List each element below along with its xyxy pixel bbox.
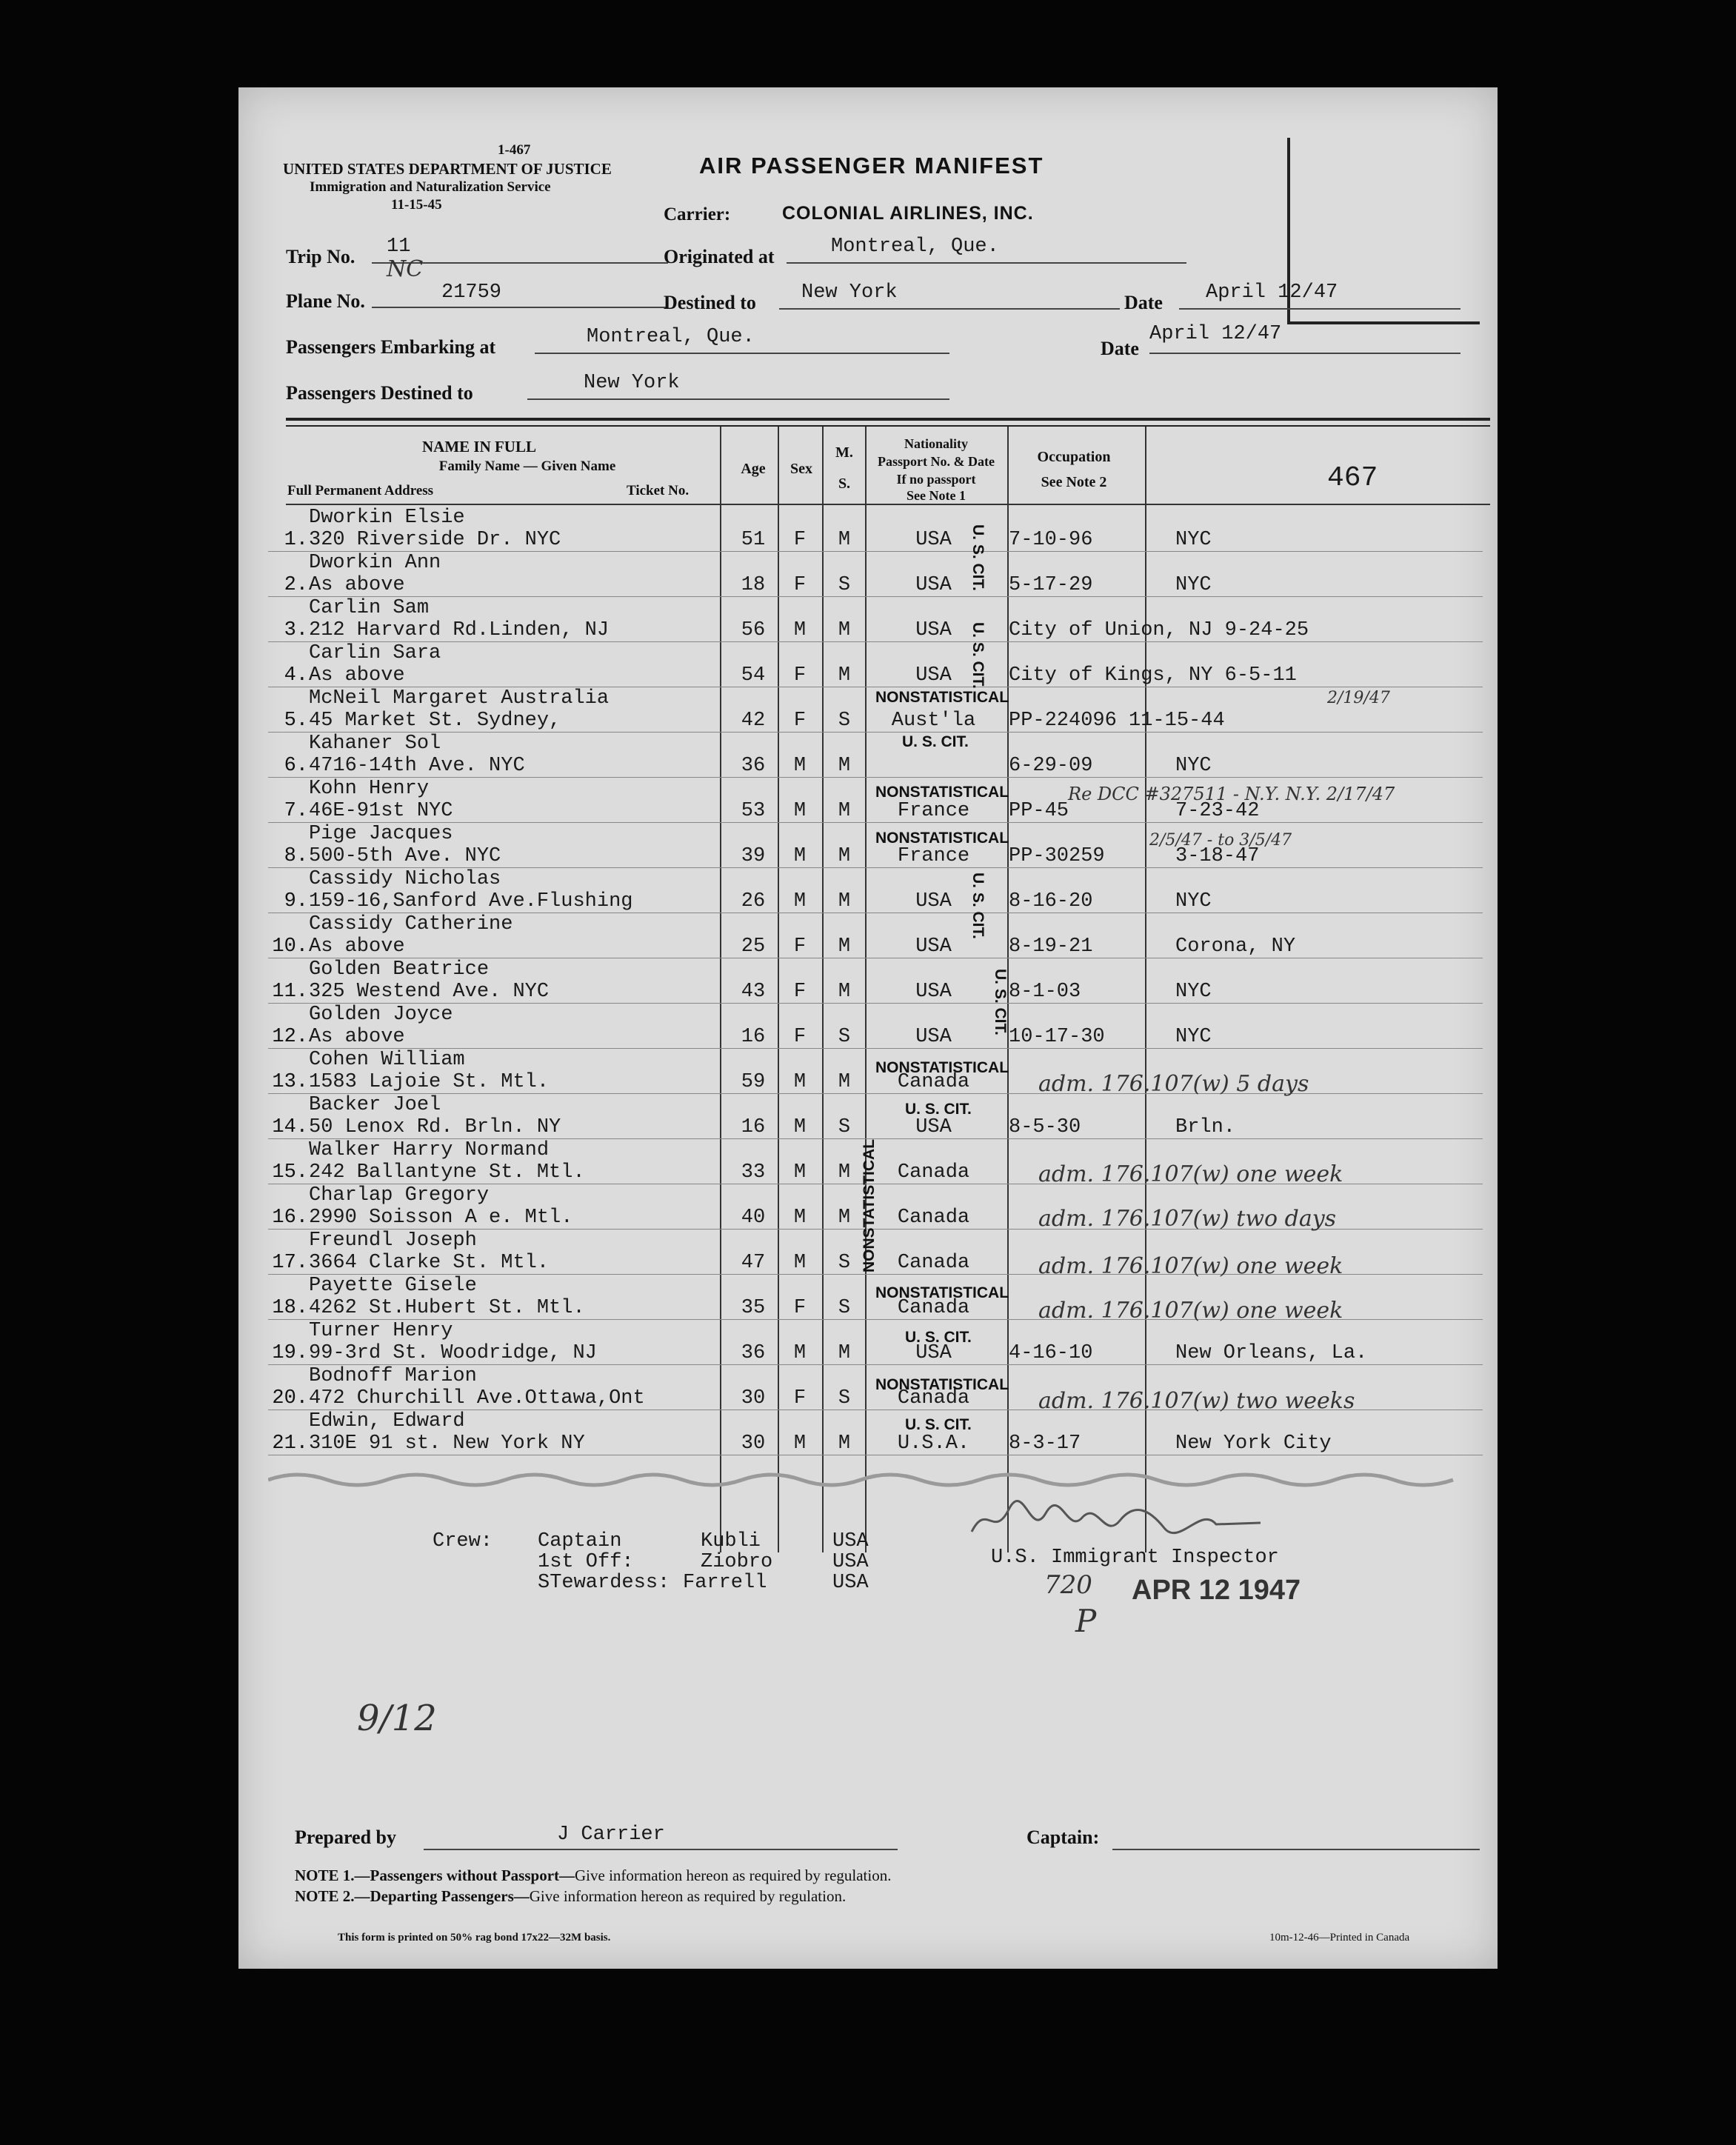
inspector-signature bbox=[964, 1495, 1275, 1554]
passenger-name: Bodnoff Marion bbox=[309, 1365, 477, 1387]
passenger-sex: M bbox=[793, 800, 807, 822]
col-age: Age bbox=[741, 461, 766, 477]
handwritten-note-16: adm. 176.107(w) two days bbox=[1038, 1206, 1337, 1232]
passenger-passport-or-birth: PP-45 bbox=[1009, 800, 1069, 822]
crew-nationality: USA bbox=[832, 1572, 869, 1594]
handwritten-note-15: adm. 176.107(w) one week bbox=[1038, 1161, 1343, 1187]
col-nationality: Nationality bbox=[904, 436, 968, 451]
passenger-address: 472 Churchill Ave.Ottawa,Ont bbox=[309, 1387, 645, 1410]
row-number: 8. bbox=[284, 845, 308, 867]
corner-bracket-base bbox=[1287, 321, 1480, 324]
row-number: 13. bbox=[272, 1071, 308, 1093]
plane-prefix: NC bbox=[387, 256, 424, 282]
passenger-marital-status: S bbox=[838, 1387, 851, 1410]
passenger-age: 39 bbox=[741, 845, 766, 867]
plane-number: 21759 bbox=[441, 281, 502, 304]
carrier-label: Carrier: bbox=[664, 204, 731, 224]
handwritten-note-7: Re DCC #327511 - N.Y. N.Y. 2/17/47 bbox=[1068, 784, 1395, 804]
passenger-passport-or-birth: 5-17-29 bbox=[1009, 574, 1093, 596]
passenger-occupation-or-place: NYC bbox=[1175, 529, 1212, 551]
passenger-row bbox=[238, 823, 1498, 868]
passenger-passport-or-birth: 7-10-96 bbox=[1009, 529, 1093, 551]
plane-label: Plane No. bbox=[286, 290, 365, 312]
passenger-age: 35 bbox=[741, 1297, 766, 1319]
passenger-name: Carlin Sam bbox=[309, 597, 430, 619]
crew-role: 1st Off: bbox=[538, 1551, 634, 1573]
service: Immigration and Naturalization Service bbox=[310, 179, 551, 195]
stamp-us-cit: U. S. CIT. bbox=[902, 733, 969, 750]
handwritten-note-8: 2/5/47 - to 3/5/47 bbox=[1149, 831, 1292, 850]
passenger-name: Payette Gisele bbox=[309, 1275, 477, 1297]
passenger-row bbox=[238, 687, 1498, 733]
stamp-nonstatistical: NONSTATISTICAL bbox=[875, 1059, 1009, 1076]
passenger-age: 18 bbox=[741, 574, 766, 596]
passenger-row bbox=[238, 958, 1498, 1004]
stamp-nonstatistical: NONSTATISTICAL bbox=[875, 689, 1009, 706]
crew-nationality: USA bbox=[832, 1551, 869, 1573]
stamp-nonstatistical: NONSTATISTICAL bbox=[875, 1376, 1009, 1393]
passenger-marital-status: M bbox=[838, 1432, 851, 1455]
passenger-age: 43 bbox=[741, 981, 766, 1003]
passenger-nationality: Canada bbox=[897, 1071, 970, 1093]
stamp-nonstatistical: NONSTATISTICAL bbox=[875, 784, 1009, 801]
passenger-row bbox=[238, 1320, 1498, 1365]
print-spec: This form is printed on 50% rag bond 17x22—32M basis. bbox=[338, 1932, 611, 1944]
col-note1: See Note 1 bbox=[907, 488, 966, 503]
crew-name: Farrell bbox=[683, 1572, 767, 1594]
col-name-sub: Family Name — Given Name bbox=[438, 458, 616, 474]
passenger-address: 1583 Lajoie St. Mtl. bbox=[309, 1071, 550, 1093]
passenger-sex: M bbox=[793, 1342, 807, 1364]
row-number: 9. bbox=[284, 890, 308, 913]
passenger-name: Turner Henry bbox=[309, 1320, 453, 1342]
row-number: 10. bbox=[272, 935, 308, 958]
captain-label: Captain: bbox=[1026, 1827, 1100, 1848]
handwritten-date: 9/12 bbox=[357, 1698, 437, 1739]
embarking-value: Montreal, Que. bbox=[587, 326, 755, 348]
passenger-name: Kahaner Sol bbox=[309, 733, 441, 755]
date-label: Date bbox=[1124, 292, 1163, 313]
passenger-name: Dworkin Elsie bbox=[309, 507, 465, 529]
passenger-sex: M bbox=[793, 1161, 807, 1184]
passenger-passport-or-birth: 8-19-21 bbox=[1009, 935, 1093, 958]
handwritten-note-13: adm. 176.107(w) 5 days bbox=[1038, 1071, 1309, 1097]
passenger-passport-or-birth: City of Kings, NY 6-5-11 bbox=[1009, 664, 1297, 687]
passenger-passport-or-birth: 4-16-10 bbox=[1009, 1342, 1093, 1364]
passenger-nationality: USA bbox=[915, 664, 952, 687]
col-note2: See Note 2 bbox=[1041, 474, 1107, 490]
stamp-us-cit-vertical: U. S. CIT. bbox=[969, 524, 986, 591]
passenger-address: 159-16,Sanford Ave.Flushing bbox=[309, 890, 633, 913]
passenger-nationality: Canada bbox=[897, 1387, 970, 1410]
col-address: Full Permanent Address bbox=[287, 483, 434, 498]
note-2: NOTE 2.—Departing Passengers—Give information hereon as required by regulation. bbox=[295, 1887, 847, 1905]
passenger-marital-status: S bbox=[838, 710, 851, 732]
passenger-row bbox=[238, 913, 1498, 958]
note-1: NOTE 1.—Passengers without Passport—Give information hereon as required by regulation. bbox=[295, 1867, 892, 1884]
col-ms-m: M. bbox=[835, 444, 853, 461]
originated-value: Montreal, Que. bbox=[831, 236, 999, 258]
col-sex: Sex bbox=[790, 461, 812, 477]
passenger-marital-status: M bbox=[838, 1071, 851, 1093]
passenger-name: Freundl Joseph bbox=[309, 1230, 477, 1252]
passenger-row bbox=[238, 642, 1498, 687]
embarking-label: Passengers Embarking at bbox=[286, 336, 496, 358]
page-number: 467 bbox=[1327, 462, 1378, 494]
passenger-sex: F bbox=[793, 574, 807, 596]
passenger-name: Cassidy Catherine bbox=[309, 913, 513, 935]
closing-wavy-line bbox=[268, 1462, 1483, 1492]
handwritten-note-18: adm. 176.107(w) one week bbox=[1038, 1298, 1343, 1324]
row-number: 5. bbox=[284, 710, 308, 732]
passenger-marital-status: S bbox=[838, 1297, 851, 1319]
passenger-nationality: USA bbox=[915, 1116, 952, 1138]
passenger-address: 4262 St.Hubert St. Mtl. bbox=[309, 1297, 585, 1319]
passenger-name: Cohen William bbox=[309, 1049, 465, 1071]
passenger-name: Pige Jacques bbox=[309, 823, 453, 845]
passenger-address: 242 Ballantyne St. Mtl. bbox=[309, 1161, 585, 1184]
passenger-age: 56 bbox=[741, 619, 766, 641]
row-number: 15. bbox=[272, 1161, 308, 1184]
passenger-name: Walker Harry Normand bbox=[309, 1139, 550, 1161]
page-title: AIR PASSENGER MANIFEST bbox=[699, 153, 1044, 179]
passenger-row bbox=[238, 507, 1498, 552]
passenger-sex: F bbox=[793, 1387, 807, 1410]
prepared-by-value: J Carrier bbox=[557, 1824, 665, 1846]
passenger-sex: M bbox=[793, 1207, 807, 1229]
passenger-nationality: Canada bbox=[897, 1297, 970, 1319]
passenger-nationality: Canada bbox=[897, 1207, 970, 1229]
passenger-sex: M bbox=[793, 1432, 807, 1455]
passenger-nationality: USA bbox=[915, 529, 952, 551]
passenger-sex: M bbox=[793, 890, 807, 913]
passenger-age: 26 bbox=[741, 890, 766, 913]
row-number: 2. bbox=[284, 574, 308, 596]
crew-role: Captain bbox=[538, 1530, 622, 1552]
manifest-form bbox=[238, 87, 1498, 1969]
passenger-sex: F bbox=[793, 1297, 807, 1319]
passenger-occupation-or-place: NYC bbox=[1175, 574, 1212, 596]
passenger-nationality: USA bbox=[915, 890, 952, 913]
passenger-nationality: USA bbox=[915, 981, 952, 1003]
stamp-nonstatistical: NONSTATISTICAL bbox=[875, 830, 1009, 847]
passenger-address: 320 Riverside Dr. NYC bbox=[309, 529, 561, 551]
stamp-us-cit: U. S. CIT. bbox=[905, 1101, 972, 1118]
passenger-sex: F bbox=[793, 981, 807, 1003]
passenger-sex: M bbox=[793, 845, 807, 867]
passenger-sex: F bbox=[793, 1026, 807, 1048]
crew-nationality: USA bbox=[832, 1530, 869, 1552]
passenger-marital-status: M bbox=[838, 981, 851, 1003]
row-number: 3. bbox=[284, 619, 308, 641]
passenger-passport-or-birth: City of Union, NJ 9-24-25 bbox=[1009, 619, 1309, 641]
passenger-row bbox=[238, 597, 1498, 642]
handwritten-note-5: 2/19/47 bbox=[1327, 689, 1390, 707]
row-number: 12. bbox=[272, 1026, 308, 1048]
row-number: 7. bbox=[284, 800, 308, 822]
row-number: 18. bbox=[272, 1297, 308, 1319]
passenger-sex: F bbox=[793, 710, 807, 732]
embark-date-label: Date bbox=[1101, 338, 1139, 359]
passenger-marital-status: S bbox=[838, 574, 851, 596]
passenger-address: As above bbox=[309, 935, 405, 958]
passenger-age: 40 bbox=[741, 1207, 766, 1229]
inspector-code: 720 bbox=[1044, 1570, 1092, 1600]
passenger-sex: F bbox=[793, 529, 807, 551]
passenger-passport-or-birth: PP-30259 bbox=[1009, 845, 1105, 867]
trip-number: 11 bbox=[387, 236, 411, 258]
passenger-marital-status: M bbox=[838, 890, 851, 913]
passenger-passport-or-birth: 8-1-03 bbox=[1009, 981, 1081, 1003]
destined-value: New York bbox=[801, 281, 898, 304]
passenger-row bbox=[238, 733, 1498, 778]
crew-label: Crew: bbox=[433, 1530, 493, 1552]
passenger-marital-status: M bbox=[838, 845, 851, 867]
passenger-age: 33 bbox=[741, 1161, 766, 1184]
passenger-address: As above bbox=[309, 664, 405, 687]
passenger-marital-status: M bbox=[838, 664, 851, 687]
row-number: 20. bbox=[272, 1387, 308, 1410]
passenger-marital-status: S bbox=[838, 1252, 851, 1274]
col-no-passport: If no passport bbox=[896, 472, 976, 487]
passenger-passport-or-birth: 8-16-20 bbox=[1009, 890, 1093, 913]
passenger-name: McNeil Margaret Australia bbox=[309, 687, 610, 710]
passenger-passport-or-birth: 8-3-17 bbox=[1009, 1432, 1081, 1455]
row-number: 6. bbox=[284, 755, 308, 777]
passenger-name: Golden Beatrice bbox=[309, 958, 490, 981]
row-number: 14. bbox=[272, 1116, 308, 1138]
passenger-marital-status: M bbox=[838, 1207, 851, 1229]
stamp-us-cit-vertical: U. S. CIT. bbox=[969, 622, 986, 689]
row-number: 16. bbox=[272, 1207, 308, 1229]
passenger-address: 3664 Clarke St. Mtl. bbox=[309, 1252, 550, 1274]
passenger-name: Golden Joyce bbox=[309, 1004, 453, 1026]
passenger-occupation-or-place: NYC bbox=[1175, 890, 1212, 913]
stamp-us-cit: U. S. CIT. bbox=[905, 1416, 972, 1433]
passenger-marital-status: M bbox=[838, 619, 851, 641]
passenger-age: 16 bbox=[741, 1116, 766, 1138]
carrier-name: COLONIAL AIRLINES, INC. bbox=[782, 203, 1034, 224]
passenger-address: 46E-91st NYC bbox=[309, 800, 453, 822]
passenger-nationality: France bbox=[897, 800, 970, 822]
passenger-age: 42 bbox=[741, 710, 766, 732]
passenger-age: 47 bbox=[741, 1252, 766, 1274]
inspector-initial: P bbox=[1075, 1603, 1097, 1639]
handwritten-note-17: adm. 176.107(w) one week bbox=[1038, 1253, 1343, 1279]
col-name: NAME IN FULL bbox=[421, 438, 536, 456]
passenger-occupation-or-place: NYC bbox=[1175, 981, 1212, 1003]
passenger-age: 25 bbox=[741, 935, 766, 958]
passenger-name: Backer Joel bbox=[309, 1094, 441, 1116]
passenger-address: As above bbox=[309, 574, 405, 596]
passenger-nationality: USA bbox=[915, 1026, 952, 1048]
col-passport: Passport No. & Date bbox=[878, 454, 995, 469]
passenger-address: 325 Westend Ave. NYC bbox=[309, 981, 550, 1003]
passenger-sex: M bbox=[793, 1116, 807, 1138]
row-number: 21. bbox=[272, 1432, 308, 1455]
stamp-nonstatistical-vertical: NONSTATISTICAL bbox=[861, 1138, 878, 1272]
passenger-row bbox=[238, 552, 1498, 597]
row-number: 4. bbox=[284, 664, 308, 687]
passenger-name: Cassidy Nicholas bbox=[309, 868, 501, 890]
passenger-occupation-or-place: Corona, NY bbox=[1175, 935, 1296, 958]
passenger-sex: F bbox=[793, 664, 807, 687]
passenger-nationality: USA bbox=[915, 619, 952, 641]
col-ms-s: S. bbox=[838, 476, 851, 492]
passenger-age: 36 bbox=[741, 755, 766, 777]
passenger-age: 16 bbox=[741, 1026, 766, 1048]
passenger-passport-or-birth: 10-17-30 bbox=[1009, 1026, 1105, 1048]
passenger-marital-status: S bbox=[838, 1026, 851, 1048]
passenger-nationality: Aust'la bbox=[891, 710, 976, 732]
destined-label: Destined to bbox=[664, 292, 756, 313]
passenger-marital-status: M bbox=[838, 800, 851, 822]
passenger-marital-status: M bbox=[838, 529, 851, 551]
passenger-age: 59 bbox=[741, 1071, 766, 1093]
passenger-nationality: France bbox=[897, 845, 970, 867]
passenger-marital-status: S bbox=[838, 1116, 851, 1138]
passenger-age: 30 bbox=[741, 1387, 766, 1410]
passenger-passport-or-birth: PP-224096 11-15-44 bbox=[1009, 710, 1225, 732]
date-value: April 12/47 bbox=[1206, 281, 1338, 304]
inspector-title: U.S. Immigrant Inspector bbox=[991, 1547, 1279, 1569]
passenger-age: 30 bbox=[741, 1432, 766, 1455]
passenger-address: 99-3rd St. Woodridge, NJ bbox=[309, 1342, 597, 1364]
passenger-nationality: USA bbox=[915, 574, 952, 596]
passenger-marital-status: M bbox=[838, 1342, 851, 1364]
passenger-address: 50 Lenox Rd. Brln. NY bbox=[309, 1116, 561, 1138]
passenger-occupation-or-place: NYC bbox=[1175, 755, 1212, 777]
form-date: 11-15-45 bbox=[391, 197, 442, 213]
passenger-nationality: Canada bbox=[897, 1161, 970, 1184]
passenger-occupation-or-place: New Orleans, La. bbox=[1175, 1342, 1368, 1364]
passenger-sex: M bbox=[793, 619, 807, 641]
destined-passengers-value: New York bbox=[584, 372, 680, 394]
passenger-address: 500-5th Ave. NYC bbox=[309, 845, 501, 867]
passenger-sex: F bbox=[793, 935, 807, 958]
passenger-row bbox=[238, 1410, 1498, 1455]
department: UNITED STATES DEPARTMENT OF JUSTICE bbox=[283, 160, 612, 178]
passenger-marital-status: M bbox=[838, 1161, 851, 1184]
passenger-name: Edwin, Edward bbox=[309, 1410, 465, 1432]
crew-name: Ziobro bbox=[701, 1551, 773, 1573]
passenger-address: 45 Market St. Sydney, bbox=[309, 710, 561, 732]
inspection-date-stamp: APR 12 1947 bbox=[1132, 1575, 1301, 1606]
passenger-age: 36 bbox=[741, 1342, 766, 1364]
embark-date-value: April 12/47 bbox=[1149, 323, 1282, 345]
trip-label: Trip No. bbox=[286, 246, 355, 267]
passenger-address: 2990 Soisson A e. Mtl. bbox=[309, 1207, 573, 1229]
passenger-name: Kohn Henry bbox=[309, 778, 430, 800]
passenger-passport-or-birth: 6-29-09 bbox=[1009, 755, 1093, 777]
passenger-sex: M bbox=[793, 1252, 807, 1274]
row-number: 17. bbox=[272, 1252, 308, 1274]
row-number: 1. bbox=[284, 529, 308, 551]
destined-passengers-label: Passengers Destined to bbox=[286, 382, 473, 404]
passenger-nationality: USA bbox=[915, 935, 952, 958]
form-number: 1-467 bbox=[498, 142, 531, 158]
crew-role: STewardess: bbox=[538, 1572, 670, 1594]
row-number: 19. bbox=[272, 1342, 308, 1364]
passenger-name: Dworkin Ann bbox=[309, 552, 441, 574]
col-ticket: Ticket No. bbox=[627, 483, 690, 498]
passenger-age: 54 bbox=[741, 664, 766, 687]
passenger-passport-or-birth: 8-5-30 bbox=[1009, 1116, 1081, 1138]
passenger-row bbox=[238, 1004, 1498, 1049]
passenger-sex: M bbox=[793, 755, 807, 777]
row-number: 11. bbox=[272, 981, 308, 1003]
passenger-sex: M bbox=[793, 1071, 807, 1093]
passenger-address: 212 Harvard Rd.Linden, NJ bbox=[309, 619, 610, 641]
passenger-nationality: USA bbox=[915, 1342, 952, 1364]
passenger-age: 51 bbox=[741, 529, 766, 551]
passenger-nationality: Canada bbox=[897, 1252, 970, 1274]
stamp-nonstatistical: NONSTATISTICAL bbox=[875, 1284, 1009, 1301]
stamp-us-cit: U. S. CIT. bbox=[905, 1329, 972, 1346]
passenger-name: Carlin Sara bbox=[309, 642, 441, 664]
crew-name: Kubli bbox=[701, 1530, 761, 1552]
passenger-occupation-or-place: 7-23-42 bbox=[1175, 800, 1260, 822]
passenger-occupation-or-place: Brln. bbox=[1175, 1116, 1236, 1138]
prepared-by-label: Prepared by bbox=[295, 1827, 396, 1848]
passenger-occupation-or-place: NYC bbox=[1175, 1026, 1212, 1048]
passenger-row bbox=[238, 1094, 1498, 1139]
passenger-occupation-or-place: New York City bbox=[1175, 1432, 1332, 1455]
passenger-marital-status: M bbox=[838, 755, 851, 777]
handwritten-note-20: adm. 176.107(w) two weeks bbox=[1038, 1388, 1355, 1414]
stamp-us-cit-vertical: U. S. CIT. bbox=[992, 969, 1009, 1035]
passenger-age: 53 bbox=[741, 800, 766, 822]
originated-label: Originated at bbox=[664, 246, 775, 267]
passenger-address: 310E 91 st. New York NY bbox=[309, 1432, 585, 1455]
passenger-occupation-or-place: 3-18-47 bbox=[1175, 845, 1260, 867]
passenger-marital-status: M bbox=[838, 935, 851, 958]
passenger-address: 4716-14th Ave. NYC bbox=[309, 755, 525, 777]
passenger-row bbox=[238, 868, 1498, 913]
passenger-name: Charlap Gregory bbox=[309, 1184, 490, 1207]
print-origin: 10m-12-46—Printed in Canada bbox=[1269, 1932, 1410, 1944]
passenger-nationality: U.S.A. bbox=[897, 1432, 970, 1455]
col-occupation: Occupation bbox=[1037, 449, 1111, 465]
passenger-address: As above bbox=[309, 1026, 405, 1048]
stamp-us-cit-vertical: U. S. CIT. bbox=[969, 873, 986, 939]
